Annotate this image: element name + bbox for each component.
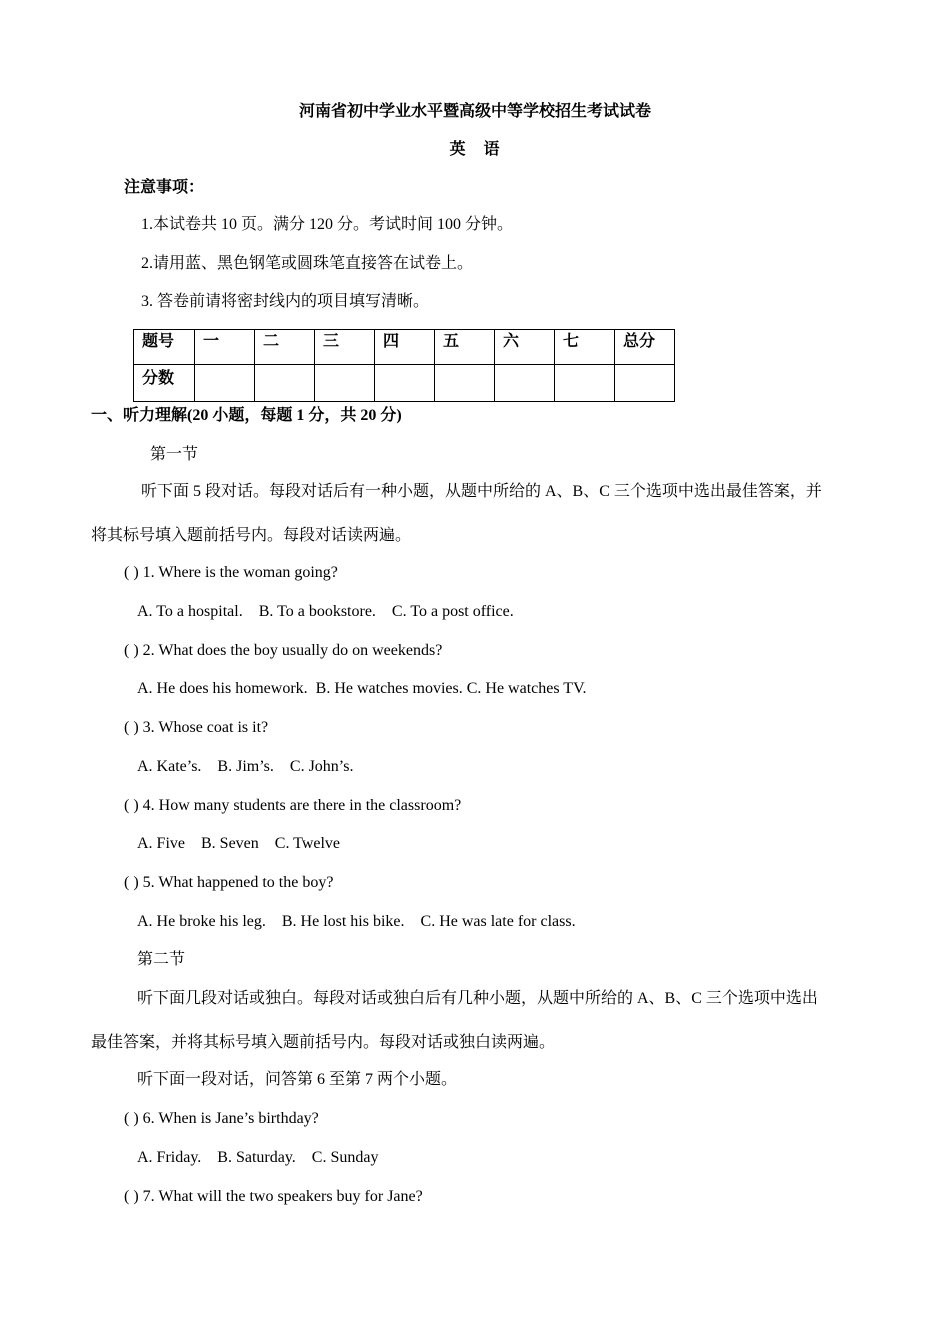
score-header-cell: 三	[315, 330, 375, 365]
score-header-cell: 总分	[615, 330, 675, 365]
score-header-cell: 七	[555, 330, 615, 365]
score-header-cell: 一	[195, 330, 255, 365]
note-item-2: 2.请用蓝、黑色钢笔或圆珠笔直接答在试卷上。	[141, 255, 474, 272]
question-3-options: A. Kate’s. B. Jim’s. C. John’s.	[137, 758, 354, 775]
note-item-1: 1.本试卷共 10 页。满分 120 分。考试时间 100 分钟。	[141, 216, 514, 233]
question-4-options: A. Five B. Seven C. Twelve	[137, 835, 341, 852]
page-title: 河南省初中学业水平暨高级中等学校招生考试试卷	[298, 103, 651, 120]
score-cell	[375, 365, 435, 402]
score-cell	[495, 365, 555, 402]
score-cell	[615, 365, 675, 402]
score-header-cell: 四	[375, 330, 435, 365]
section-heading: 一、听力理解(20 小题，每题 1 分，共 20 分)	[91, 407, 402, 424]
score-cell	[255, 365, 315, 402]
score-header-cell: 五	[435, 330, 495, 365]
score-header-cell: 题号	[134, 330, 195, 365]
score-cell	[555, 365, 615, 402]
score-table-score-row	[134, 365, 675, 402]
score-header-cell: 六	[495, 330, 555, 365]
part1-label: 第一节	[150, 446, 199, 463]
score-table	[133, 329, 675, 402]
part2-label: 第二节	[137, 951, 186, 968]
question-3: ( ) 3. Whose coat is it?	[124, 719, 269, 736]
part2-instructions: 听下面几段对话或独白。每段对话或独白后有几种小题，从题中所给的 A、B、C 三个选项中选出	[137, 990, 818, 1007]
question-1-options: A. To a hospital. B. To a bookstore. C. To a post office.	[137, 603, 514, 620]
note-item-3: 3. 答卷前请将密封线内的项目填写清晰。	[141, 293, 430, 310]
question-6: ( ) 6. When is Jane’s birthday?	[124, 1110, 319, 1127]
dialogue-intro: 听下面一段对话，问答第 6 至第 7 两个小题。	[137, 1071, 458, 1088]
score-cell	[315, 365, 375, 402]
score-table-header-row	[134, 330, 675, 365]
part1-instructions: 听下面 5 段对话。每段对话后有一种小题，从题中所给的 A、B、C 三个选项中选出最佳答案，并	[141, 483, 822, 500]
part2-instructions: 最佳答案，并将其标号填入题前括号内。每段对话或独白读两遍。	[91, 1034, 556, 1051]
question-6-options: A. Friday. B. Saturday. C. Sunday	[137, 1149, 379, 1166]
question-4: ( ) 4. How many students are there in the classroom?	[124, 797, 462, 814]
question-2-options: A. He does his homework. B. He watches movies. C. He watches TV.	[137, 680, 587, 697]
part1-instructions: 将其标号填入题前括号内。每段对话读两遍。	[91, 527, 412, 544]
question-1: ( ) 1. Where is the woman going?	[124, 564, 338, 581]
score-cell	[435, 365, 495, 402]
score-cell	[195, 365, 255, 402]
question-5-options: A. He broke his leg. B. He lost his bike. C. He was late for class.	[137, 913, 576, 930]
question-2: ( ) 2. What does the boy usually do on weekends?	[124, 642, 443, 659]
score-row-label: 分数	[134, 365, 195, 402]
subject-title: 英 语	[449, 141, 501, 158]
question-5: ( ) 5. What happened to the boy?	[124, 874, 334, 891]
notes-heading: 注意事项：	[124, 179, 205, 196]
question-7: ( ) 7. What will the two speakers buy for Jane?	[124, 1188, 423, 1205]
score-header-cell: 二	[255, 330, 315, 365]
